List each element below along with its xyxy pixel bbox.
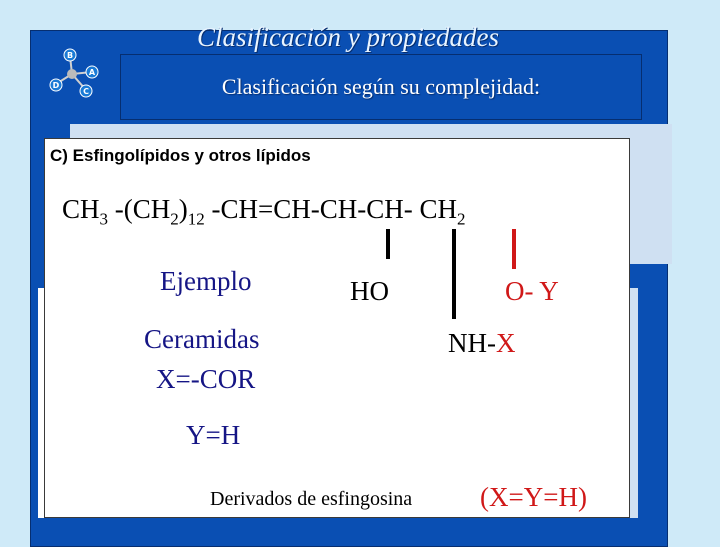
oy-group-label: O- Y — [505, 276, 559, 306]
x-label: X — [496, 328, 516, 358]
formula-part: -(CH — [108, 194, 171, 224]
slide-title: Clasificación y propiedades — [197, 22, 499, 52]
nh-x-group-label — [448, 328, 516, 359]
formula-subscript: 12 — [187, 209, 205, 229]
logo-letter-a: A — [88, 68, 96, 77]
ejemplo-label: Ejemplo — [160, 266, 252, 296]
formula-subscript: 2 — [457, 209, 466, 229]
subtitle-box — [120, 54, 642, 120]
cor-label: X=-COR — [156, 364, 256, 394]
ceramidas-label: Ceramidas — [144, 324, 260, 354]
ho-group-label: HO — [350, 276, 389, 306]
derivados-label: Derivados de esfingosina — [210, 488, 413, 510]
formula-subscript: 3 — [99, 209, 109, 229]
nh-label: NH- — [448, 328, 496, 358]
bond-line-ho — [386, 229, 390, 259]
yh-label: Y=H — [186, 420, 241, 450]
formula-subscript: 2 — [170, 209, 179, 229]
logo-letter-d: D — [52, 81, 60, 90]
logo-letter-c: C — [83, 87, 89, 96]
formula-part: -CH=CH-CH-CH- CH — [204, 194, 457, 224]
formula-part: ) — [178, 194, 188, 224]
formula-part: CH — [62, 194, 100, 224]
molecule-logo-icon — [46, 46, 102, 102]
logo-letter-b: B — [66, 51, 74, 60]
xyh-label: (X=Y=H) — [480, 482, 587, 512]
sphingosine-formula — [62, 194, 466, 229]
card-header: C) Esfingolípidos y otros lípidos — [50, 146, 311, 165]
slide-subtitle: Clasificación según su complejidad: — [221, 74, 541, 99]
bond-line-oy — [512, 229, 516, 269]
bond-line-nh — [452, 229, 456, 319]
